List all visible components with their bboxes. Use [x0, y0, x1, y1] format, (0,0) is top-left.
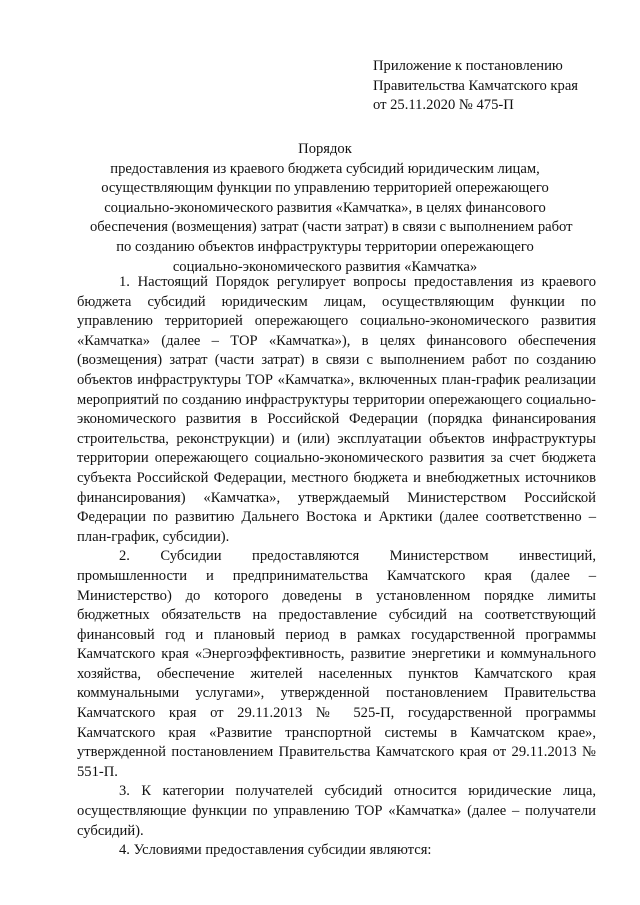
appendix-line-2: Правительства Камчатского края	[373, 77, 579, 94]
paragraph-3: 3. К категории получателей субсидий относится юридические лица, осуществляющие функции по управлению ТОР «Камчатка» (далее – получатели субсидий).	[77, 783, 596, 839]
appendix-line-3: от 25.11.2020 № 475-П	[373, 97, 514, 114]
title-line: осуществляющим функции по управлению территорией опережающего	[101, 180, 549, 197]
title-line: по созданию объектов инфраструктуры территории опережающего	[116, 238, 534, 255]
paragraph-1: 1. Настоящий Порядок регулирует вопросы предоставления из краевого бюджета субсидий юридическим лицам, осуществляющим функции по управлению территорией опережающего социально-экономического развития «Камчатка» (далее – ТОР «Камчатка»), в целях финансового обеспечения (возмещения) затрат (части затрат) в связи с выполнением работ по созданию объектов инфраструктуры ТОР «Камчатка», включенных план-график реализации мероприятий по созданию инфраструктуры территории опережающего социально-экономического развития в Российской Федерации (порядка финансирования строительства, реконструкции) и (или) эксплуатации объектов инфраструктуры территории опережающего социально-экономического развития за счет бюджета субъекта Российской Федерации, местного бюджета и внебюджетных источников финансирования) «Камчатка», утверждаемый Министерством Российской Федерации по развитию Дальнего Востока и Арктики (далее соответственно – план-график, субсидии).	[77, 274, 596, 545]
title-line: социально-экономического развития «Камчатка»	[172, 258, 478, 275]
title-line: обеспечения (возмещения) затрат (части затрат) в связи с выполнением работ	[90, 219, 573, 236]
title-line: предоставления из краевого бюджета субсидий юридическим лицам,	[110, 160, 540, 177]
paragraph-4: 4. Условиями предоставления субсидии являются:	[119, 842, 432, 859]
title-line: социально-экономического развития «Камчатка», в целях финансового	[104, 199, 546, 216]
document-title	[90, 140, 573, 277]
paragraph-2: 2. Субсидии предоставляются Министерством инвестиций, промышленности и предпринимательства Камчатского края (далее – Министерство) до которого доведены в установленном порядке лимиты бюджетных обязательств на предоставление субсидий на соответствующий финансовый год и плановый период в рамках государственной программы Камчатского края «Энергоэффективность, развитие энергетики и коммунального хозяйства, обеспечение жителей населенных пунктов Камчатского края коммунальными услугами», утвержденной постановлением Правительства Камчатского края от 29.11.2013 № 525-П, государственной программы Камчатского края «Развитие транспортной системы в Камчатском крае», утвержденной постановлением Правительства Камчатского края от 29.11.2013 № 551-П.	[77, 548, 596, 780]
document-body	[77, 273, 596, 861]
appendix-line-1: Приложение к постановлению	[373, 58, 563, 74]
appendix-header	[373, 57, 623, 116]
title-heading: Порядок	[298, 141, 352, 157]
